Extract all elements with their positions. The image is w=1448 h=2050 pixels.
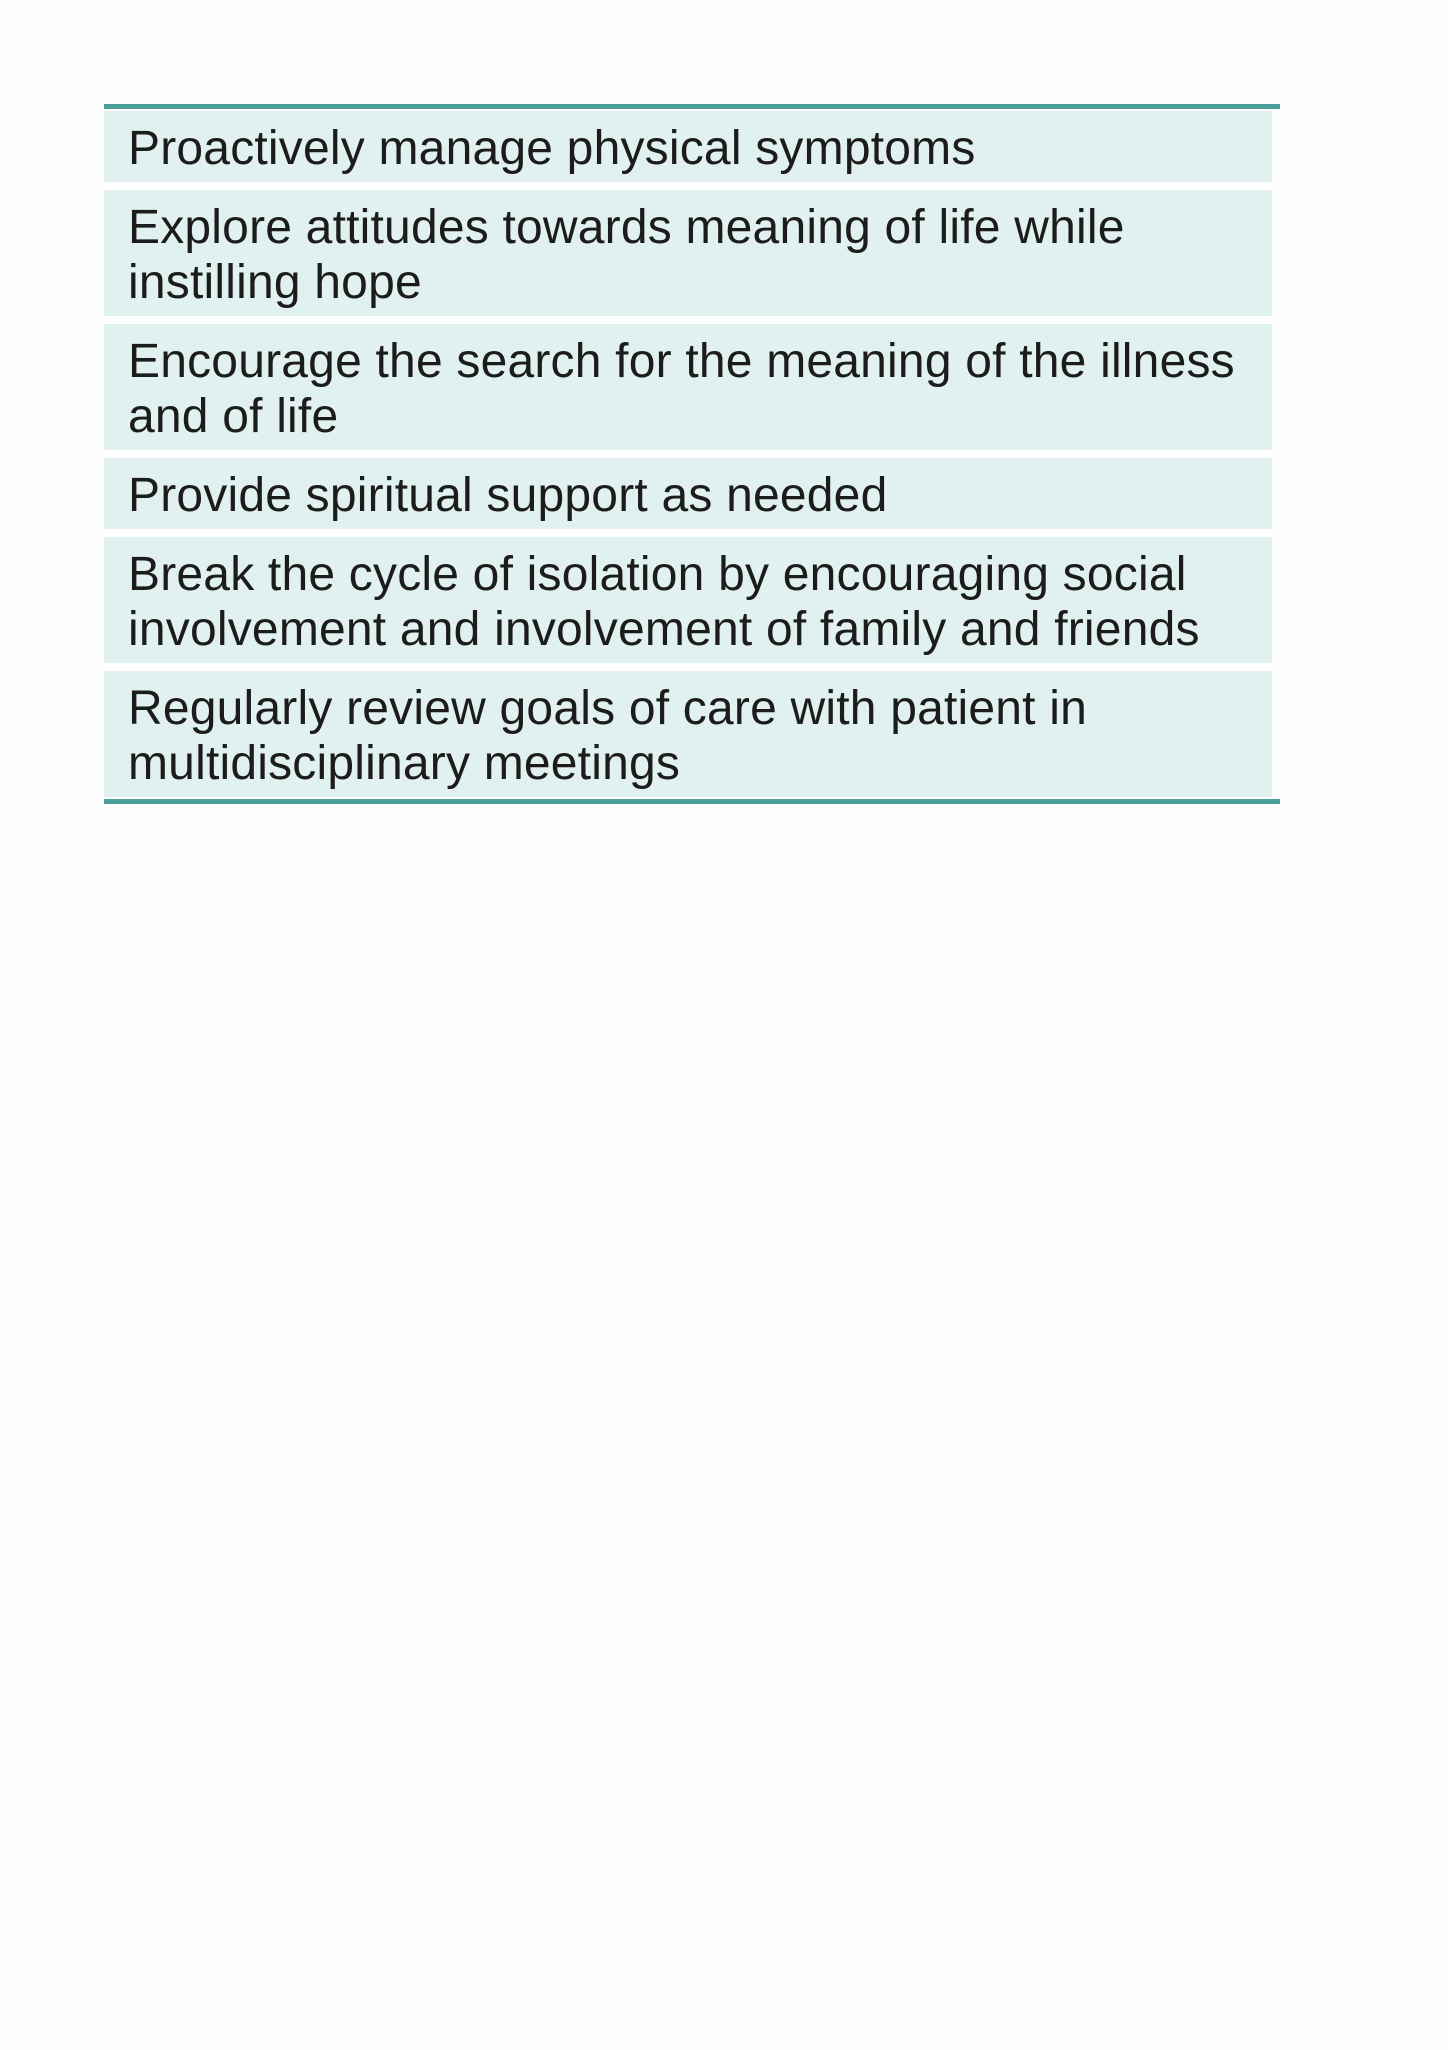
table-row: Explore attitudes towards meaning of life while instilling hope: [104, 190, 1272, 316]
table-row: Encourage the search for the meaning of the illness and of life: [104, 324, 1272, 450]
table-row: Break the cycle of isolation by encouraging social involvement and involvement of family and friends: [104, 537, 1272, 663]
table-row: Provide spiritual support as needed: [104, 458, 1272, 529]
table-row: Proactively manage physical symptoms: [104, 111, 1272, 182]
table-row: Regularly review goals of care with patient in multidisciplinary meetings: [104, 671, 1272, 797]
recommendations-table: [104, 104, 1280, 804]
